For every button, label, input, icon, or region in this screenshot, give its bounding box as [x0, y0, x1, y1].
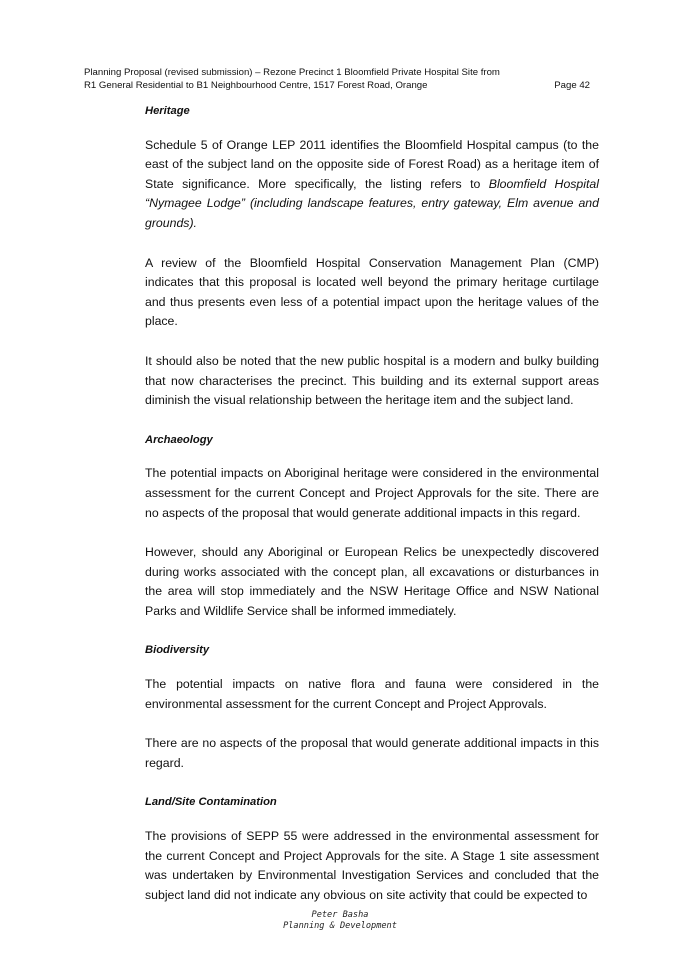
- heritage-listing-title: Bloomfield Hospital “Nymagee Lodge” (including landscape features, entry gateway, Elm avenue and grounds).: [145, 176, 599, 230]
- footer-author: Peter Basha: [311, 910, 369, 920]
- page-footer: [0, 910, 680, 932]
- biodiversity-paragraph-2: There are no aspects of the proposal that would generate additional impacts in this regard.: [145, 736, 599, 770]
- heading-land-site-contamination: Land/Site Contamination: [145, 796, 277, 809]
- biodiversity-paragraph-1: The potential impacts on native flora and fauna were considered in the environmental assessment for the current Concept and Project Approvals.: [145, 677, 599, 711]
- document-body: [145, 102, 599, 925]
- archaeology-paragraph-1: The potential impacts on Aboriginal heritage were considered in the environmental assessment for the current Concept and Project Approvals for the site. There are no aspects of the proposal that would generate additional impacts in this regard.: [145, 466, 599, 520]
- heading-biodiversity: Biodiversity: [145, 644, 210, 657]
- contamination-paragraph-1: The provisions of SEPP 55 were addressed in the environmental assessment for the current Concept and Project Approvals for the site. A Stage 1 site assessment was undertaken by Environmental Investigation Services and concluded that the subject land did not indicate any obvious on site activity that could be expected to: [145, 829, 599, 902]
- heritage-paragraph-3: It should also be noted that the new public hospital is a modern and bulky building that now characterises the precinct. This building and its external support areas diminish the visual relationship between the heritage item and the subject land.: [145, 353, 599, 408]
- header-title-line-2: R1 General Residential to B1 Neighbourhood Centre, 1517 Forest Road, Orange: [84, 80, 428, 91]
- heading-archaeology: Archaeology: [145, 433, 213, 446]
- page-number: Page 42: [554, 80, 590, 91]
- header-title-line-1: Planning Proposal (revised submission) – Rezone Precinct 1 Bloomfield Private Hospital Site from: [84, 67, 500, 78]
- heritage-paragraph-2: A review of the Bloomfield Hospital Conservation Management Plan (CMP) indicates that this proposal is located well beyond the primary heritage curtilage and thus presents even less of a potential impact upon the heritage values of the place.: [145, 255, 599, 329]
- heritage-paragraph-1-text: Schedule 5 of Orange LEP 2011 identifies the Bloomfield Hospital campus (to the east of the subject land on the opposite side of Forest Road) as a heritage item of State significance. More specifically, the listing refers to: [145, 137, 599, 191]
- archaeology-paragraph-2: However, should any Aboriginal or European Relics be unexpectedly discovered during works associated with the concept plan, all excavations or disturbances in the area will stop immediately and the NSW Heritage Office and NSW National Parks and Wildlife Service shall be informed immediately.: [145, 545, 599, 618]
- heritage-paragraph-1: [145, 136, 599, 234]
- page-header: [84, 66, 590, 92]
- heading-heritage: Heritage: [145, 105, 190, 117]
- footer-firm: Planning & Development: [283, 921, 397, 931]
